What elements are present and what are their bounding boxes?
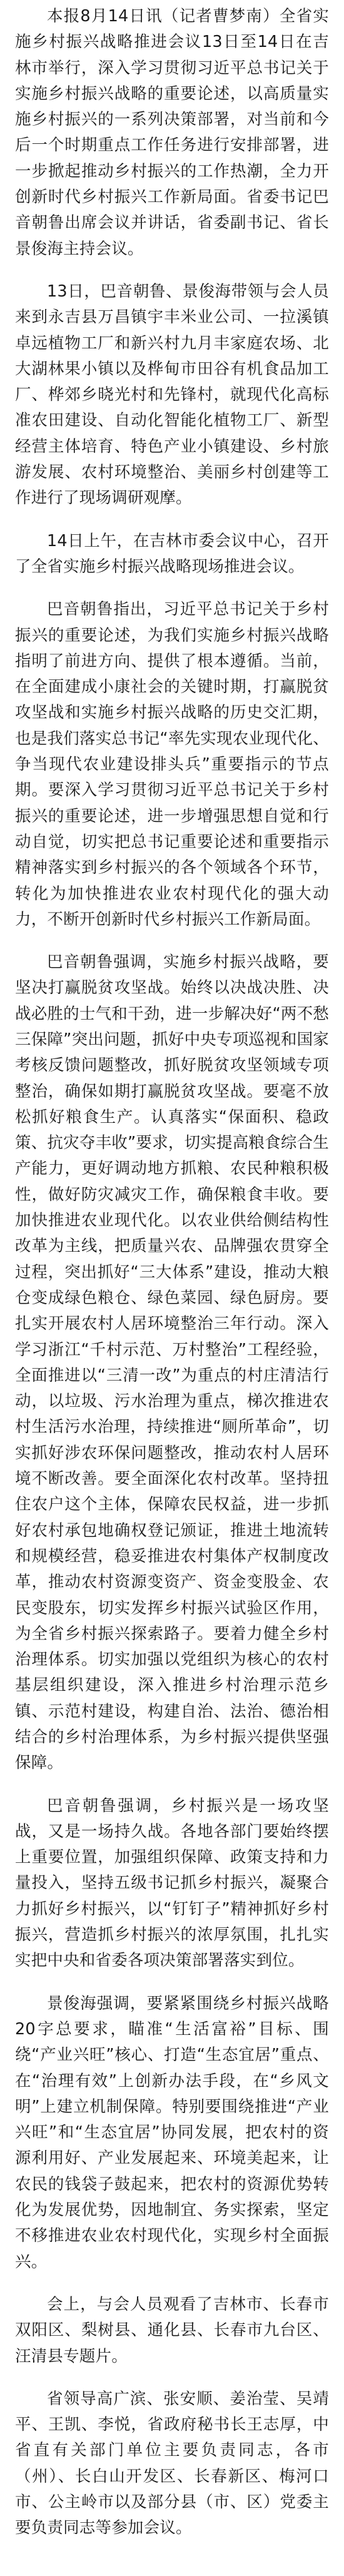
article-paragraph-meeting: 14日上午，在吉林市委会议中心，召开了全省实施乡村振兴战略现场推进会议。 — [15, 531, 329, 576]
article-paragraph-attendees: 省领导高广滨、张安顺、姜治莹、吴靖平、王凯、李悦，省政府秘书长王志厚，中省直有关部门单位主要负责同志，各市（州）、长白山开发区、长春新区、梅河口市、公主岭市以及部分县（市、区）党委主要负责同志等参加会议。 — [15, 2389, 329, 2538]
article-paragraph-speech-guarantee: 巴音朝鲁强调，乡村振兴是一场攻坚战，又是一场持久战。各地各部门要始终摆上重要位置，加强组织保障、政策支持和力量投入，坚持五级书记抓乡村振兴，凝聚合力抓好乡村振兴，以“钉钉子”精神抓好乡村振兴，营造抓乡村振兴的浓厚氛围，扎扎实实把中央和省委各项决策部署落实到位。 — [15, 1796, 329, 1970]
article-paragraph-site-visit: 13日，巴音朝鲁、景俊海带领与会人员来到永吉县万昌镇宇丰米业公司、一拉溪镇卓远植物工厂和新兴村九月丰家庭农场、北大湖林果小镇以及桦甸市田谷有机食品加工厂、桦郊乡晓光村和先锋村，就现代化高标准农田建设、自动化智能化植物工厂、新型经营主体培育、特色产业小镇建设、乡村旅游发展、农村环境整治、美丽乡村创建等工作进行了现场调研观摩。 — [15, 281, 329, 508]
article-paragraph-video: 会上，与会人员观看了吉林市、长春市双阳区、梨树县、通化县、长春市九台区、汪清县专题片。 — [15, 2295, 329, 2366]
article-paragraph-speech-direction: 巴音朝鲁指出，习近平总书记关于乡村振兴的重要论述，为我们实施乡村振兴战略指明了前进方向、提供了根本遵循。当前，在全面建成小康社会的关键时期，打赢脱贫攻坚战和实施乡村振兴战略的历史交汇期，也是我们落实总书记“率先实现农业现代化、争当现代农业建设排头兵”重要指示的节点期。要深入学习贯彻习近平总书记关于乡村振兴的重要论述，进一步增强思想自觉和行动自觉，切实把总书记重要论述和重要指示精神落实到乡村振兴的各个领域各个环节，转化为加快推进农业农村现代化的强大动力，不断开创新时代乡村振兴工作新局面。 — [15, 600, 329, 929]
article-paragraph-lead: 本报8月14日讯（记者曹梦南）全省实施乡村振兴战略推进会议13日至14日在吉林市举行，深入学习贯彻习近平总书记关于实施乡村振兴战略的重要论述，以高质量实施乡村振兴的一系列决策部署，对当前和今后一个时期重点工作任务进行安排部署，进一步掀起推动乡村振兴的工作热潮，全力开创新时代乡村振兴工作新局面。省委书记巴音朝鲁出席会议并讲话，省委副书记、省长景俊海主持会议。 — [15, 7, 329, 258]
article-paragraph-speech-tasks: 巴音朝鲁强调，实施乡村振兴战略，要坚决打赢脱贫攻坚战。始终以决战决胜、决战必胜的士气和干劲，进一步解决好“两不愁三保障”突出问题，抓好中央专项巡视和国家考核反馈问题整改，抓好脱贫攻坚领域专项整治，确保如期打赢脱贫攻坚战。要毫不放松抓好粮食生产。认真落实“保面积、稳政策、抗灾夺丰收”要求，切实提高粮食综合生产能力，更好调动地方抓粮、农民种粮积极性，做好防灾减灾工作，确保粮食丰收。要加快推进农业现代化。以农业供给侧结构性改革为主线，把质量兴农、品牌强农贯穿全过程，突出抓好“三大体系”建设，推动大粮仓变成绿色粮仓、绿色菜园、绿色厨房。要扎实开展农村人居环境整治三年行动。深入学习浙江“千村示范、万村整治”工程经验，全面推进以“三清一改”为重点的村庄清洁行动，以垃圾、污水治理为重点，梯次推进农村生活污水治理，持续推进“厕所革命”，切实抓好涉农环保问题整改，推动农村人居环境不断改善。要全面深化农村改革。坚持扭住农户这个主体，保障农民权益，进一步抓好农村承包地确权登记颁证，推进土地流转和规模经营，稳妥推进农村集体产权制度改革，推动农村资源变资产、资金变股金、农民变股东，切实发挥乡村振兴试验区作用，为全省乡村振兴探索路子。要着力健全乡村治理体系。切实加强以党组织为核心的农村基层组织建设，深入推进乡村治理示范乡镇、示范村建设，构建自治、法治、德治相结合的乡村治理体系，为乡村振兴提供坚强保障。 — [15, 953, 329, 1773]
article-paragraph-governor-remarks: 景俊海强调，要紧紧围绕乡村振兴战略20字总要求，瞄准“生活富裕”目标、围绕“产业兴旺”核心、打造“生态宜居”重点、在“治理有效”上创新办法手段，在“乡风文明”上建立机制保障。特别要围绕推进“产业兴旺”和“生态宜居”协同发展，把农村的资源利用好、产业发展起来、环境美起来，让农民的钱袋子鼓起来，把农村的资源优势转化为发展优势，因地制宜、务实探索，坚定不移推进农业农村现代化，实现乡村全面振兴。 — [15, 1994, 329, 2271]
